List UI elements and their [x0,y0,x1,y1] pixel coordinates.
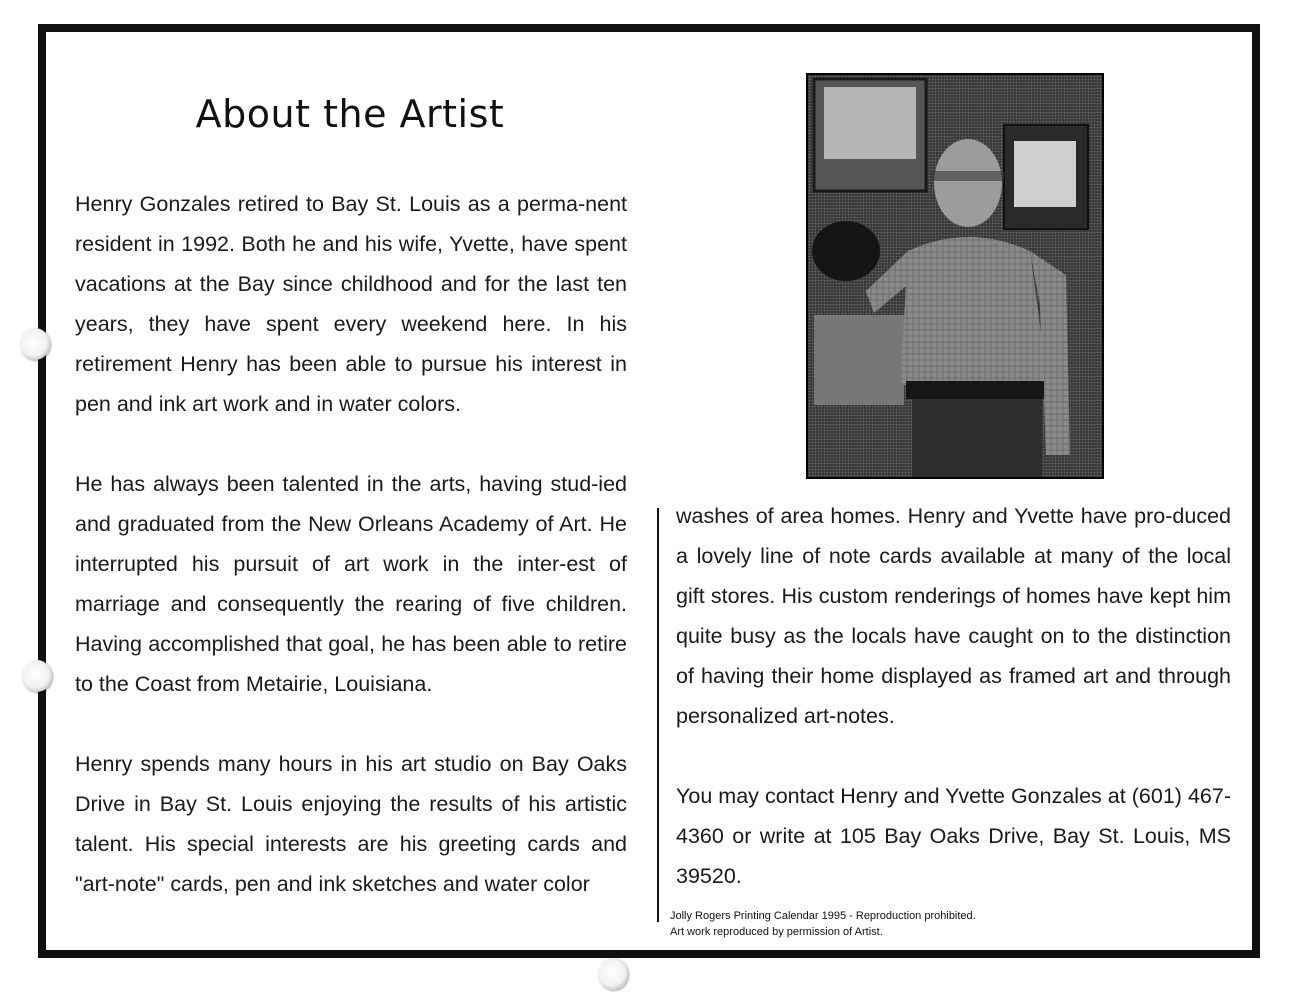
binder-hole-top [20,328,50,360]
copyright-footer [670,908,1090,940]
artist-photo [806,73,1104,479]
paragraph-education: He has always been talented in the arts, having stud-ied and graduated from the New Orleans Academy of Art. He interrupted his pursuit of art work in the inter-est of marriage and consequently the rearing of five children. Having accomplished that goal, he has been able to retire to the Coast from Metairie, Louisiana. [75,472,627,696]
page-title: About the Artist [195,92,505,136]
paragraph-studio: Henry spends many hours in his art studio on Bay Oaks Drive in Bay St. Louis enjoying the results of his artistic talent. His special interests are his greeting cards and "art-note" cards, pen and ink sketches and water color [75,752,627,896]
paragraph-note-cards: washes of area homes. Henry and Yvette have pro-duced a lovely line of note cards available at many of the local gift stores. His custom renderings of homes have kept him quite busy as the locals have caught on to the distinction of having their home displayed as framed art and through personalized art-notes. [676,504,1231,728]
binder-hole-middle [22,660,52,692]
binder-hole-bottom [598,958,628,990]
footer-line-1: Jolly Rogers Printing Calendar 1995 - Reproduction prohibited. [670,910,976,922]
left-column [75,184,627,904]
right-column [676,496,1231,896]
footer-line-2: Art work reproduced by permission of Artist. [670,926,883,938]
paragraph-contact: You may contact Henry and Yvette Gonzales at (601) 467-4360 or write at 105 Bay Oaks Drive, Bay St. Louis, MS 39520. [676,784,1231,888]
column-divider [657,508,659,922]
paragraph-intro: Henry Gonzales retired to Bay St. Louis as a perma-nent resident in 1992. Both he and his wife, Yvette, have spent vacations at the Bay since childhood and for the last ten years, they have spent every weekend here. In his retirement Henry has been able to pursue his interest in pen and ink art work and in water colors. [75,192,627,416]
